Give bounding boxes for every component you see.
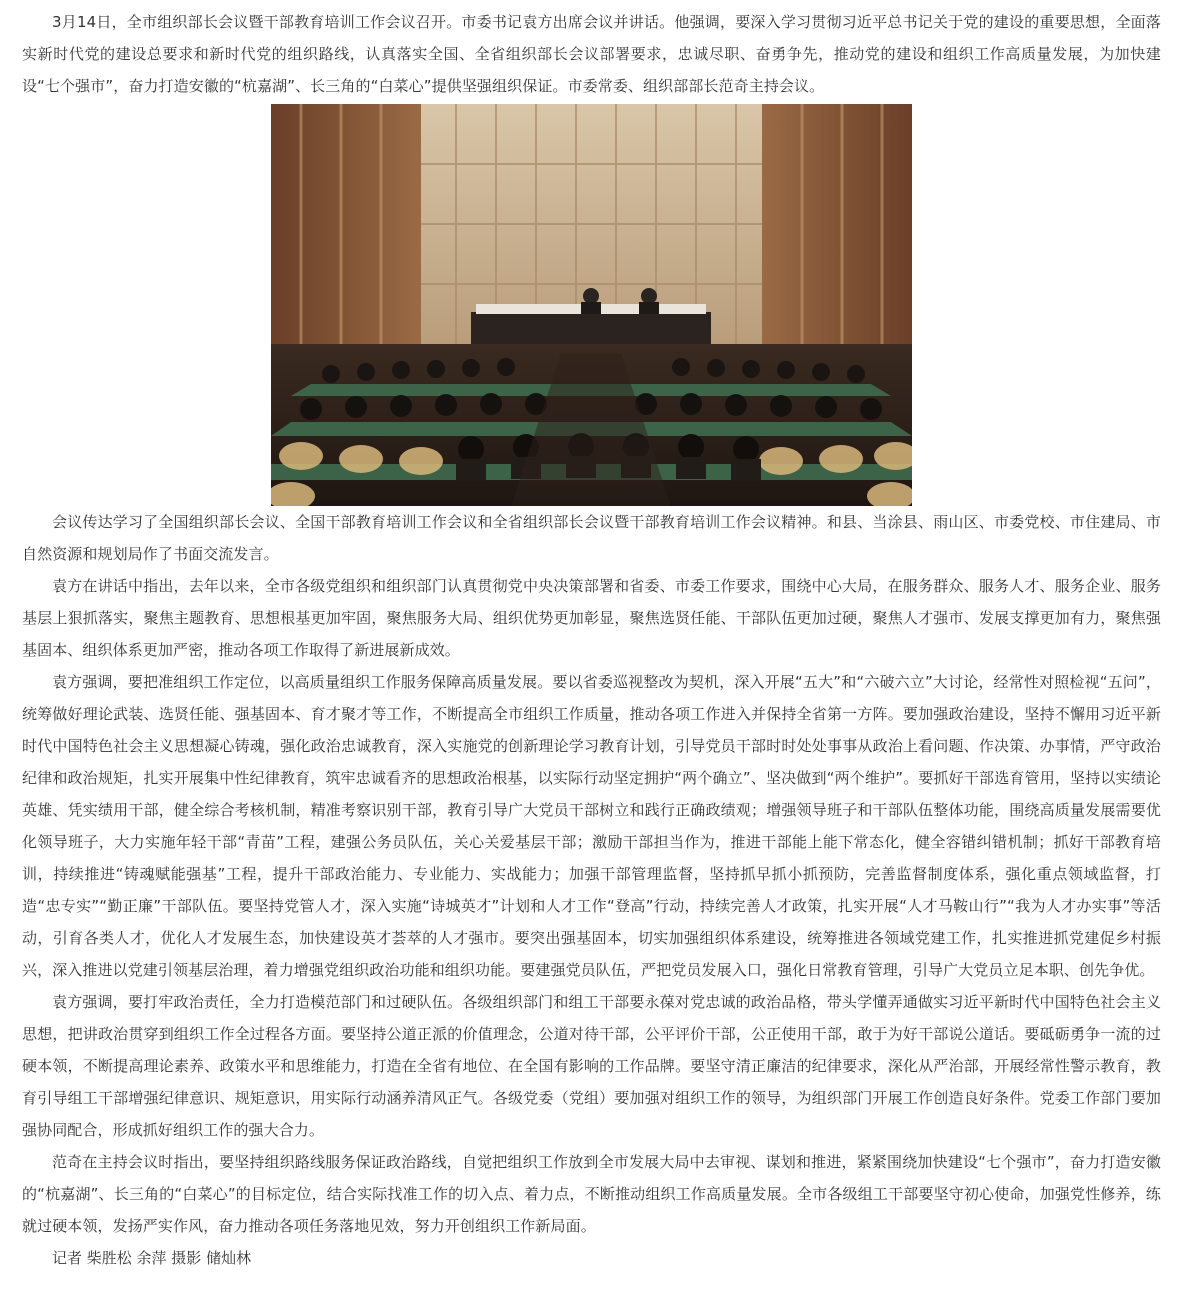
meeting-photo (271, 104, 912, 506)
article-paragraph-4: 袁方强调，要把准组织工作定位，以高质量组织工作服务保障高质量发展。要以省委巡视整改为契机，深入开展“五大”和“六破六立”大讨论，经常性对照检视“五问”，统筹做好理论武装、选贤任能、强基固本、育才聚才等工作，不断提高全市组织工作质量，推动各项工作进入并保持全省第一方阵。要加强政治建设，坚持不懈用习近平新时代中国特色社会主义思想凝心铸魂，强化政治忠诚教育，深入实施党的创新理论学习教育计划，引导党员干部时时处处事事从政治上看问题、作决策、办事情，严守政治纪律和政治规矩，扎实开展集中性纪律教育，筑牢忠诚看齐的思想政治根基，以实际行动坚定拥护“两个确立”、坚决做到“两个维护”。要抓好干部选育管用，坚持以实绩论英雄、凭实绩用干部，健全综合考核机制，精准考察识别干部，教育引导广大党员干部树立和践行正确政绩观；增强领导班子和干部队伍整体功能，围绕高质量发展需要优化领导班子，大力实施年轻干部“青苗”工程，建强公务员队伍，关心关爱基层干部；激励干部担当作为，推进干部能上能下常态化，健全容错纠错机制；抓好干部教育培训，持续推进“铸魂赋能强基”工程，提升干部政治能力、专业能力、实战能力；加强干部管理监督，坚持抓早抓小抓预防，完善监督制度体系，强化重点领域监督，打造“忠专实”“勤正廉”干部队伍。要坚持党管人才，深入实施“诗城英才”计划和人才工作“登高”行动，持续完善人才政策，扎实开展“人才马鞍山行”“我为人才办实事”等活动，引育各类人才，优化人才发展生态，加快建设英才荟萃的人才强市。要突出强基固本，切实加强组织体系建设，统筹推进各领域党建工作，扎实推进抓党建促乡村振兴，深入推进以党建引领基层治理，着力增强党组织政治功能和组织功能。要建强党员队伍，严把党员发展入口，强化日常教育管理，引导广大党员立足本职、创先争优。 (22, 673, 1161, 979)
byline: 记者 柴胜松 余萍 摄影 储灿林 (52, 1249, 252, 1267)
article-paragraph-1: 3月14日，全市组织部长会议暨干部教育培训工作会议召开。市委书记袁方出席会议并讲话。他强调，要深入学习贯彻习近平总书记关于党的建设的重要思想，全面落实新时代党的建设总要求和新时代党的组织路线，认真落实全国、全省组织部长会议部署要求，忠诚尽职、奋勇争先，推动党的建设和组织工作高质量发展，为加快建设“七个强市”，奋力打造安徽的“杭嘉湖”、长三角的“白菜心”提供坚强组织保证。市委常委、组织部部长范奇主持会议。 (22, 13, 1161, 95)
article-paragraph-2: 会议传达学习了全国组织部长会议、全国干部教育培训工作会议和全省组织部长会议暨干部教育培训工作会议精神。和县、当涂县、雨山区、市委党校、市住建局、市自然资源和规划局作了书面交流发言。 (22, 513, 1161, 563)
meeting-photo-illustration (271, 104, 912, 506)
article-paragraph-6: 范奇在主持会议时指出，要坚持组织路线服务保证政治路线，自觉把组织工作放到全市发展大局中去审视、谋划和推进，紧紧围绕加快建设“七个强市”，奋力打造安徽的“杭嘉湖”、长三角的“白菜心”的目标定位，结合实际找准工作的切入点、着力点，不断推动组织工作高质量发展。全市各级组工干部要坚守初心使命，加强党性修养，练就过硬本领，发扬严实作风，奋力推动各项任务落地见效，努力开创组织工作新局面。 (22, 1153, 1161, 1235)
article-paragraph-3: 袁方在讲话中指出，去年以来，全市各级党组织和组织部门认真贯彻党中央决策部署和省委、市委工作要求，围绕中心大局，在服务群众、服务人才、服务企业、服务基层上狠抓落实，聚焦主题教育、思想根基更加牢固，聚焦服务大局、组织优势更加彰显，聚焦选贤任能、干部队伍更加过硬，聚焦人才强市、发展支撑更加有力，聚焦强基固本、组织体系更加严密，推动各项工作取得了新进展新成效。 (22, 577, 1161, 659)
article-paragraph-5: 袁方强调，要打牢政治责任，全力打造模范部门和过硬队伍。各级组织部门和组工干部要永葆对党忠诚的政治品格，带头学懂弄通做实习近平新时代中国特色社会主义思想，把讲政治贯穿到组织工作全过程各方面。要坚持公道正派的价值理念，公道对待干部，公平评价干部，公正使用干部，敢于为好干部说公道话。要砥砺勇争一流的过硬本领，不断提高理论素养、政策水平和思维能力，打造在全省有地位、在全国有影响的工作品牌。要坚守清正廉洁的纪律要求，深化从严治部，开展经常性警示教育，教育引导组工干部增强纪律意识、规矩意识，用实际行动涵养清风正气。各级党委（党组）要加强对组织工作的领导，为组织部门开展工作创造良好条件。党委工作部门要加强协同配合，形成抓好组织工作的强大合力。 (22, 993, 1161, 1139)
